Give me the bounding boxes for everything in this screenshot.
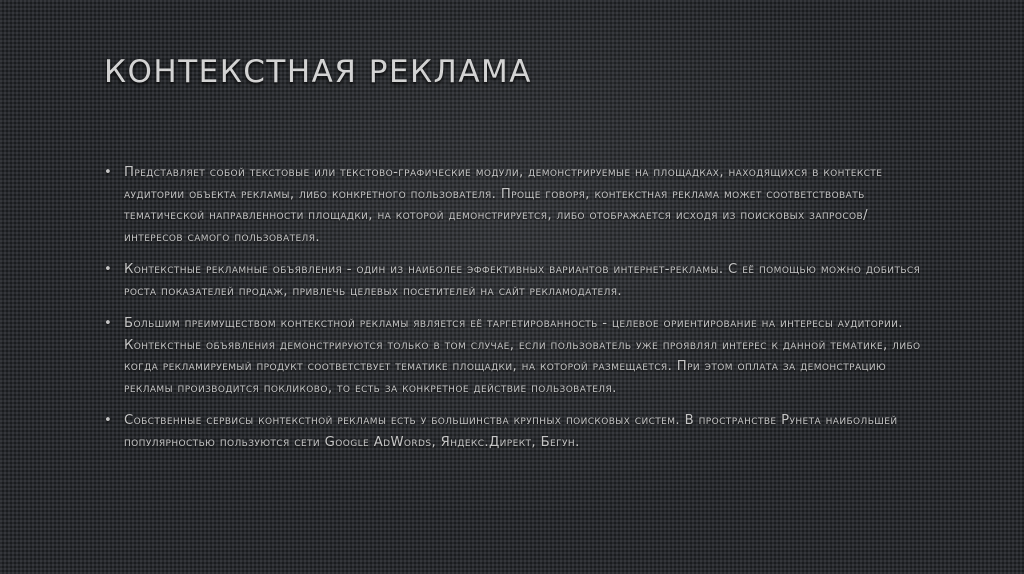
- bullet-icon: •: [104, 165, 113, 180]
- bullet-icon: •: [104, 413, 113, 428]
- bullet-item: [104, 162, 924, 248]
- bullet-item: [104, 410, 924, 453]
- bullet-text: Контекстные рекламные объявления - один из наиболее эффективных вариантов интернет-рекламы. С её помощью можно добиться роста показателей продаж, привлечь целевых посетителей на сайт рекламодателя.: [124, 262, 921, 299]
- bullet-text: Собственные сервисы контекстной рекламы есть у большинства крупных поисковых систем. В пространстве Рунета наибольшей популярностью пользуются сети Google AdWords, Яндекс.Директ, Бегун.: [124, 413, 898, 450]
- bullet-item: [104, 259, 924, 302]
- bullet-list: [104, 162, 924, 464]
- bullet-item: [104, 313, 924, 399]
- bullet-text: Представляет собой текстовые или текстово-графические модули, демонстрируемые на площадках, находящихся в контексте аудитории объекта рекламы, либо конкретного пользователя. Проще говоря, контекстная реклама может соответствовать тематической направленности площадки, на которой демонстрируется, либо отображается исходя из поисковых запросов/интересов самого пользователя.: [124, 165, 883, 245]
- bullet-icon: •: [104, 316, 113, 331]
- slide-title: КОНТЕКСТНАЯ РЕКЛАМА: [104, 54, 533, 90]
- bullet-text: Большим преимуществом контекстной рекламы является её таргетированность - целевое ориентирование на интересы аудитории. Контекстные объявления демонстрируются только в том случае, если пользователь уже проявлял интерес к данной тематике, либо когда рекламируемый продукт соответствует тематике площадки, на которой размещается. При этом оплата за демонстрацию рекламы производится покликово, то есть за конкретное действие пользователя.: [124, 316, 921, 396]
- bullet-icon: •: [104, 262, 113, 277]
